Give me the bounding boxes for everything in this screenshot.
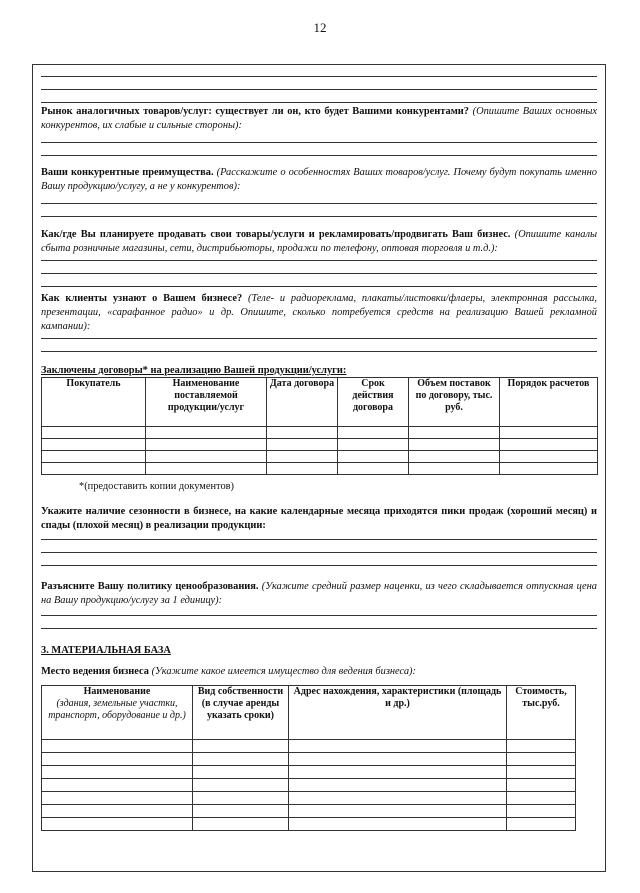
table-row [42,753,576,766]
advantages-hint: (Расскажите о особенностях Ваших товаров/услуг. Почему будут покупать именно Вашу продукцию/услугу, а не у конкурентов): [41,167,598,192]
sales-title: Как/где Вы планируете продавать свои товары/услуги и рекламировать/продвигать Ваш бизнес. [41,229,511,240]
pricing-question [41,580,597,608]
contracts-note: *(предоставить копии документов) [79,481,235,492]
answer-line[interactable] [41,539,597,540]
place-question [41,665,597,679]
table-row [42,818,576,831]
place-title: Место ведения бизнеса [41,666,149,677]
pricing-hint: (Укажите средний размер наценки, из чего складывается отпускная цена на Вашу продукцию/услугу за 1 единицу): [41,581,597,606]
col-buyer: Покупатель [42,378,146,427]
col-name-title: Наименование [83,686,151,697]
answer-line[interactable] [41,155,597,156]
col-name [42,686,193,740]
answer-line[interactable] [41,286,597,287]
answer-line[interactable] [41,89,597,90]
sales-hint: (Опишите каналы сбыта розничные магазины, сети, дистрибьюторы, продажи по телефону, оптовая торговля и т.д.): [41,229,598,254]
answer-line[interactable] [41,216,597,217]
form-frame [32,64,606,872]
pricing-title: Разъясните Вашу политику ценообразования. [41,581,259,592]
contracts-title: Заключены договоры* на реализацию Вашей продукции/услуги: [41,365,347,376]
col-ownership: Вид собственности (в случае аренды указать сроки) [193,686,289,740]
col-product: Наименование поставляемой продукции/услуг [146,378,267,427]
table-row [42,779,576,792]
seasonality-title: Укажите наличие сезонности в бизнесе, на какие календарные месяца приходятся пики продаж (хороший месяц) и спады (плохой месяц) в реализации продукции: [41,506,597,531]
col-term: Срок действия договора [338,378,409,427]
table-row [42,427,598,439]
table-row [42,792,576,805]
answer-line[interactable] [41,552,597,553]
contracts-header-row [42,378,598,427]
answer-line[interactable] [41,76,597,77]
col-address: Адрес нахождения, характеристики (площадь и др.) [289,686,507,740]
table-row [42,805,576,818]
competition-title: Рынок аналогичных товаров/услуг: существует ли он, кто будет Вашими конкурентами? [41,106,469,117]
col-payment: Порядок расчетов [500,378,598,427]
table-row [42,766,576,779]
table-row [42,451,598,463]
contracts-table [41,377,598,475]
answer-line[interactable] [41,273,597,274]
awareness-hint: (Теле- и радиореклама, плакаты/листовки/флаеры, электронная рассылка, презентации, «сарафанное радио» и др. Опишите, сколько потребуется средств на реализацию Вашей рекламной кампании): [41,293,597,332]
table-row [42,439,598,451]
awareness-title: Как клиенты узнают о Вашем бизнесе? [41,293,243,304]
place-hint: (Укажите какое имеется имущество для ведения бизнеса): [151,666,416,677]
col-volume: Объем поставок по договору, тыс. руб. [409,378,500,427]
sales-question [41,228,597,256]
page-number: 12 [313,20,327,35]
competition-question [41,105,597,133]
answer-line[interactable] [41,142,597,143]
answer-line[interactable] [41,203,597,204]
section-title: 3. МАТЕРИАЛЬНАЯ БАЗА [41,645,171,656]
answer-line[interactable] [41,260,597,261]
answer-line[interactable] [41,351,597,352]
answer-line[interactable] [41,338,597,339]
property-header-row [42,686,576,740]
competition-hint: (Опишите Ваших основных конкурентов, их слабые и сильные стороны): [41,106,598,131]
awareness-question [41,292,597,334]
advantages-title: Ваши конкурентные преимущества. [41,167,214,178]
answer-line[interactable] [41,628,597,629]
answer-line[interactable] [41,565,597,566]
col-name-hint: (здания, земельные участки, транспорт, оборудование и др.) [48,698,186,721]
table-row [42,740,576,753]
col-cost: Стоимость, тыс.руб. [507,686,576,740]
answer-line[interactable] [41,615,597,616]
seasonality-question [41,505,597,533]
col-date: Дата договора [267,378,338,427]
advantages-question [41,166,597,194]
answer-line[interactable] [41,102,597,103]
table-row [42,463,598,475]
property-table [41,685,576,831]
